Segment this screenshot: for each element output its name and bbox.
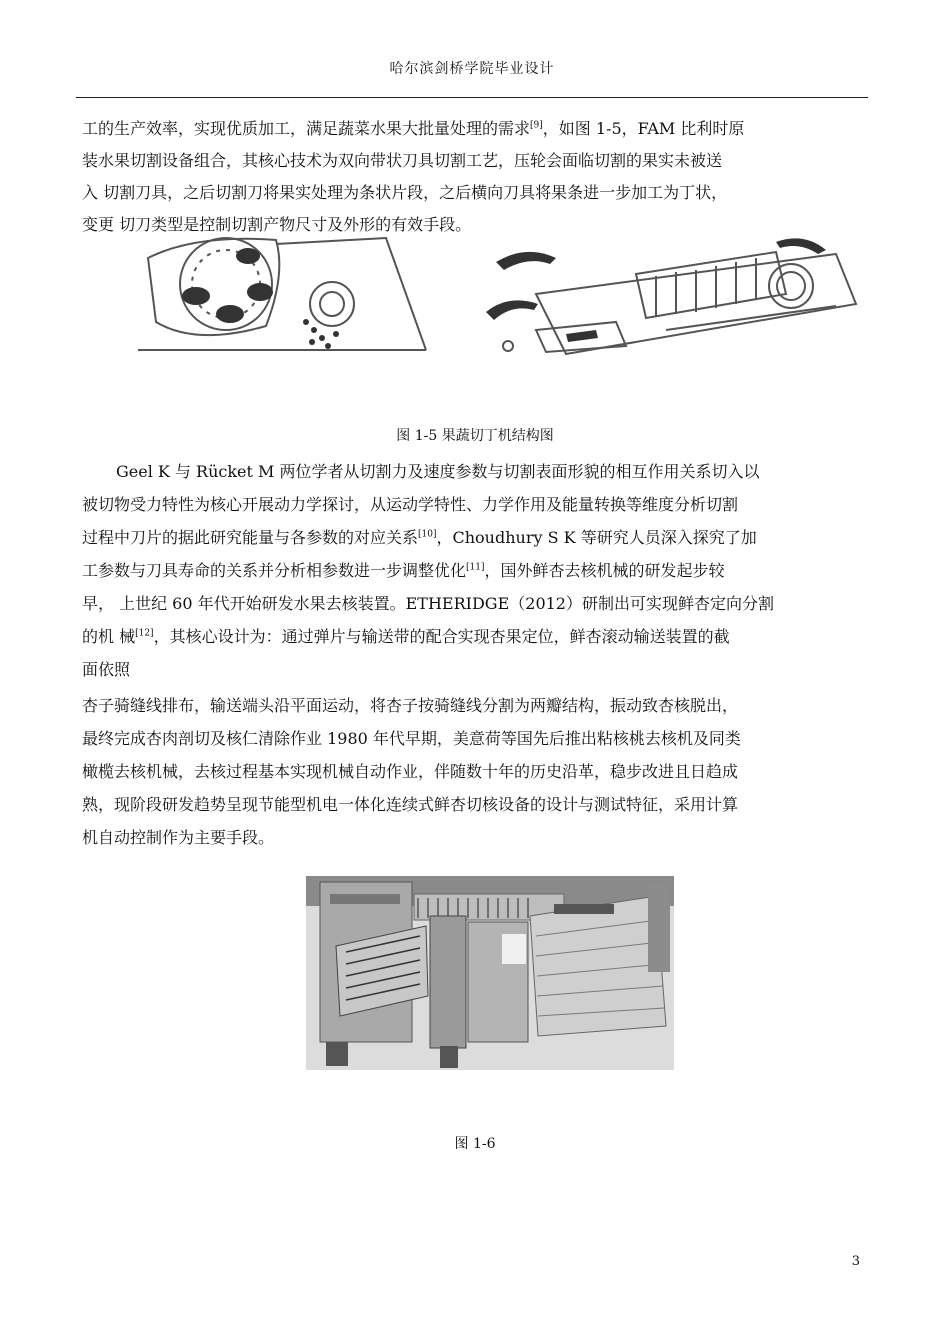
reference-9: [9] bbox=[530, 120, 543, 131]
reference-10: [10] bbox=[418, 529, 437, 540]
paragraph-3-line-2: 最终完成杏肉剖切及核仁清除作业 1980 年代早期，美意荷等国先后推出粘核桃去核机及同类 bbox=[82, 729, 741, 748]
paragraph-2-line-1: Geel K 与 Rücket M 两位学者从切割力及速度参数与切割表面形貌的相互作用关系切入以 bbox=[116, 462, 760, 481]
paragraph-3-line-1: 杏子骑缝线排布，输送端头沿平面运动，将杏子按骑缝线分割为两瓣结构，振动致杏核脱出， bbox=[82, 696, 739, 715]
figure-1-6-caption: 图 1-6 bbox=[454, 1136, 496, 1152]
paragraph-2-line-2: 被切物受力特性为核心开展动力学探讨，从运动学特性、力学作用及能量转换等维度分析切割 bbox=[82, 495, 739, 514]
reference-12: [12] bbox=[135, 628, 154, 639]
paragraph-1-line-1: 工的生产效率，实现优质加工，满足蔬菜水果大批量处理的需求[9]，如图 1-5，FAM 比利时原 bbox=[82, 119, 745, 138]
reference-11: [11] bbox=[466, 562, 485, 573]
paragraph-3-line-4: 熟，现阶段研发趋势呈现节能型机电一体化连续式鲜杏切核设备的设计与测试特征，采用计算 bbox=[82, 795, 739, 814]
paragraph-1-line-2: 装水果切割设备组合，其核心技术为双向带状刀具切割工艺，压轮会面临切割的果实未被送 bbox=[82, 151, 723, 170]
paragraph-2-line-6: 的机 械[12]，其核心设计为：通过弹片与输送带的配合实现杏果定位，鲜杏滚动输送装置的截 bbox=[82, 627, 730, 646]
page-number: 3 bbox=[851, 1254, 860, 1269]
paragraph-3 bbox=[82, 693, 872, 863]
paragraph-1-line-4: 变更 切刀类型是控制切割产物尺寸及外形的有效手段。 bbox=[82, 215, 472, 234]
paragraph-2-line-5: 早， 上世纪 60 年代开始研发水果去核装置。ETHERIDGE（2012）研制出可实现鲜杏定向分割 bbox=[82, 594, 774, 613]
paragraph-3-line-3: 橄榄去核机械，去核过程基本实现机械自动作业，伴随数十年的历史沿革，稳步改进且日趋成 bbox=[82, 762, 739, 781]
paragraph-2-line-4: 工参数与刀具寿命的关系并分析相参数进一步调整优化[11]，国外鲜杏去核机械的研发起步较 bbox=[82, 561, 725, 580]
page-header: 哈尔滨剑桥学院毕业设计 bbox=[389, 61, 555, 77]
figure-1-5-caption: 图 1-5 果蔬切丁机结构图 bbox=[396, 428, 554, 444]
paragraph-3-line-5: 机自动控制作为主要手段。 bbox=[82, 828, 275, 847]
paragraph-1-line-3: 入 切割刀具，之后切割刀将果实处理为条状片段，之后横向刀具将果条进一步加工为丁状， bbox=[82, 183, 728, 202]
paragraph-2-line-7: 面依照 bbox=[82, 660, 131, 679]
paragraph-2-line-3: 过程中刀片的据此研究能量与各参数的对应关系[10]，Choudhury S K 等研究人员深入探究了加 bbox=[82, 528, 757, 547]
paragraph-1 bbox=[82, 116, 872, 246]
figure-1-5-machine-drawing bbox=[136, 234, 860, 372]
header-divider bbox=[76, 97, 868, 98]
paragraph-2 bbox=[82, 459, 872, 689]
figure-1-6-machine-photo bbox=[306, 876, 674, 1070]
